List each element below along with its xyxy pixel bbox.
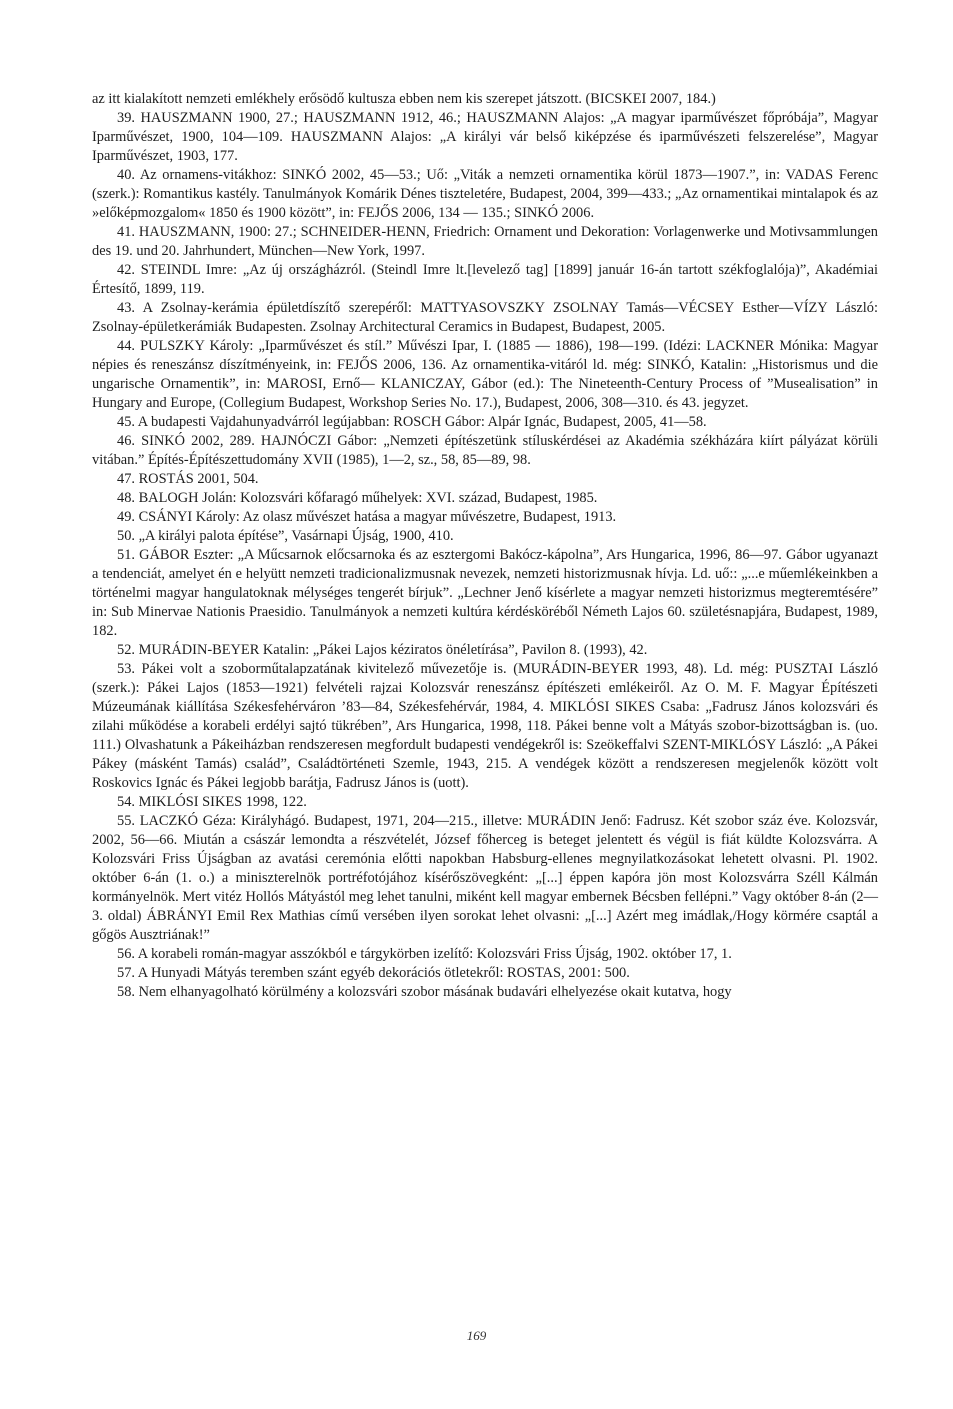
footnote-40: 40. Az ornamens-vitákhoz: SINKÓ 2002, 45—53.; Uő: „Viták a nemzeti ornamentika körül 1873—1907.”, in: VADAS Ferenc (szerk.): Romantikus kastély. Tanulmányok Komárik Dénes tiszteletére, Budapest, 2004, 399—433.; „Az ornamentikai mintalapok és az »előképmozgalom« 1850 és 1900 között”, in: FEJŐS 2006, 134 — 135.; SINKÓ 2006.: [92, 167, 878, 221]
footnote-52: 52. MURÁDIN-BEYER Katalin: „Pákei Lajos kéziratos önéletírása”, Pavilon 8. (1993), 42.: [117, 642, 648, 658]
footnote-51: 51. GÁBOR Eszter: „A Műcsarnok előcsarnoka és az esztergomi Bakócz-kápolna”, Ars Hungarica, 1996, 86—97. Gábor ugyanazt a tendenciát, amelyet én e helyütt nemzeti tradicionalizmusnak nevezek, nemzeti historizmusnak hívja. Ld. uő:: „...e műemlékeinkben a történelmi magyar hangulatoknak mélységes tengerét bírjuk”. „Lechner Jenő kísérlete a magyar nemzeti historizmus megteremtésére” in: Sub Minervae Nationis Praesidio. Tanulmányok a nemzeti kultúra kérdésköréből Németh Lajos 60. születésnapjára, Budapest, 1989, 182.: [92, 547, 878, 639]
footnote-39: 39. HAUSZMANN 1900, 27.; HAUSZMANN 1912, 46.; HAUSZMANN Alajos: „A magyar iparművészet főpróbája”, Magyar Iparművészet, 1900, 104—109. HAUSZMANN Alajos: „A királyi vár belső kiképzése és iparművészeti felszerelése”, Magyar Iparművészet, 1903, 177.: [92, 110, 878, 164]
footnote-57: 57. A Hunyadi Mátyás teremben szánt egyéb dekorációs ötletekről: ROSTAS, 2001: 500.: [117, 965, 630, 981]
footnote-42: 42. STEINDL Imre: „Az új országházról. (Steindl Imre lt.[levelező tag] [1899] január 16-án tartott székfoglalója)”, Akadémiai Értesítő, 1899, 119.: [92, 262, 878, 297]
footnotes-column: [92, 90, 878, 1002]
footnote-44: 44. PULSZKY Károly: „Iparművészet és stíl.” Művészi Ipar, I. (1885 — 1886), 198—199. (Idézi: LACKNER Mónika: Magyar népies és reneszánsz díszítményeink, in: FEJŐS 2006, 136. Az ornamentika-vitáról ld. még: SINKÓ, Katalin: „Historismus und die ungarische Ornamentik”, in: MAROSI, Ernő— KLANICZAY, Gábor (ed.): The Nineteenth-Century Process of ”Musealisation” in Hungary and Europe, (Collegium Budapest, Workshop Series No. 17.), Budapest, 2006, 308—310. és 43. jegyzet.: [92, 338, 878, 411]
footnote-43: 43. A Zsolnay-kerámia épületdíszítő szerepéről: MATTYASOVSZKY ZSOLNAY Tamás—VÉCSEY Esther—VÍZY László: Zsolnay-épületkerámiák Budapesten. Zsolnay Architectural Ceramics in Budapest, Budapest, 2005.: [92, 300, 878, 335]
footnote-55: 55. LACZKÓ Géza: Királyhágó. Budapest, 1971, 204—215., illetve: MURÁDIN Jenő: Fadrusz. Két szobor száz éve. Kolozsvár, 2002, 56—66. Miután a császár lemondta a részvételét, József főherceg is beteget jelentett és végül is fiát küldte Kolozsvárra. A Kolozsvári Friss Újságban az avatási ceremónia előtti napokban Habsburg-ellenes megnyilatkozásokat lehetett olvasni. Pl. 1902. október 6-án (1. o.) a miniszterelnök portréfotójához kísérőszövegként: „[...] éppen kapóra jön most Kolozsvárra Széll Kálmán kormányelnök. Mert vitéz Hollós Mátyástól meg lehet tanulni, miként kell magyar embernek Bécsben fellépni.” Vagy október 8-án (2—3. oldal) ÁBRÁNYI Emil Rex Mathias című versében ilyen sorokat lehet olvasni: „[...] Azért meg imádlak,/Hogy körmére csaptál a gőgös Ausztriának!”: [92, 813, 878, 943]
footnote-54: 54. MIKLÓSI SIKES 1998, 122.: [117, 794, 307, 810]
page-number: 169: [466, 1328, 487, 1343]
footnote-46: 46. SINKÓ 2002, 289. HAJNÓCZI Gábor: „Nemzeti építészetünk stíluskérdései az Akadémia székházára kiírt pályázat körüli vitában.” Építés-Építészettudomány XVII (1985), 1—2, sz., 58, 85—89, 98.: [92, 433, 878, 468]
footnote-50: 50. „A királyi palota építése”, Vasárnapi Újság, 1900, 410.: [117, 528, 454, 544]
footnote-48: 48. BALOGH Jolán: Kolozsvári kőfaragó műhelyek: XVI. század, Budapest, 1985.: [117, 490, 598, 506]
footnote-49: 49. CSÁNYI Károly: Az olasz művészet hatása a magyar művészetre, Budapest, 1913.: [117, 509, 617, 525]
footnote-45: 45. A budapesti Vajdahunyadvárról legújabban: ROSCH Gábor: Alpár Ignác, Budapest, 2005, 41—58.: [117, 414, 707, 430]
footnote-41: 41. HAUSZMANN, 1900: 27.; SCHNEIDER-HENN, Friedrich: Ornament und Dekoration: Vorlagenwerke und Motivsammlungen des 19. und 20. Jahrhundert, München—New York, 1997.: [92, 224, 878, 259]
footnote-continuation: az itt kialakított nemzeti emlékhely erősödő kultusza ebben nem kis szerepet játszott. (BICSKEI 2007, 184.): [92, 91, 716, 107]
footnote-56: 56. A korabeli román-magyar asszókból e tárgykörben izelítő: Kolozsvári Friss Újság, 1902. október 17, 1.: [117, 946, 732, 962]
footnote-53: 53. Pákei volt a szoborműtalapzatának kivitelező művezetője is. (MURÁDIN-BEYER 1993, 48). Ld. még: PUSZTAI László (szerk.): Pákei Lajos (1853—1921) felvételi rajzai Kolozsvár reneszánsz építészeti emlékeiről. Az O. M. F. Magyar Építészeti Múzeumának kiállítása Székesfehérváron ’83—84, Székesfehérvár, 1984, 4. MIKLÓSI SIKES Csaba: „Fadrusz János kolozsvári és zilahi működése a korabeli erdélyi sajtó tükrében”, Ars Hungarica, 1998, 118. Pákei benne volt a Mátyás szobor-bizottságban is. (uo. 111.) Olvashatunk a Pákeiházban rendszeresen megfordult budapesti vendégekről is: Szeökeffalvi SZENT-MIKLÓSY László: „A Pákei Pákey (másként Tamás) család”, Családtörténeti Szemle, 1943, 215. A vendégek között a rendszeresen megjelenők között volt Roskovics Ignác és Pákei legjobb barátja, Fadrusz János is (uott).: [92, 661, 878, 791]
footnote-58: 58. Nem elhanyagolható körülmény a kolozsvári szobor másának budavári elhelyezése okait kutatva, hogy: [117, 984, 732, 1000]
footnote-47: 47. ROSTÁS 2001, 504.: [117, 471, 259, 487]
